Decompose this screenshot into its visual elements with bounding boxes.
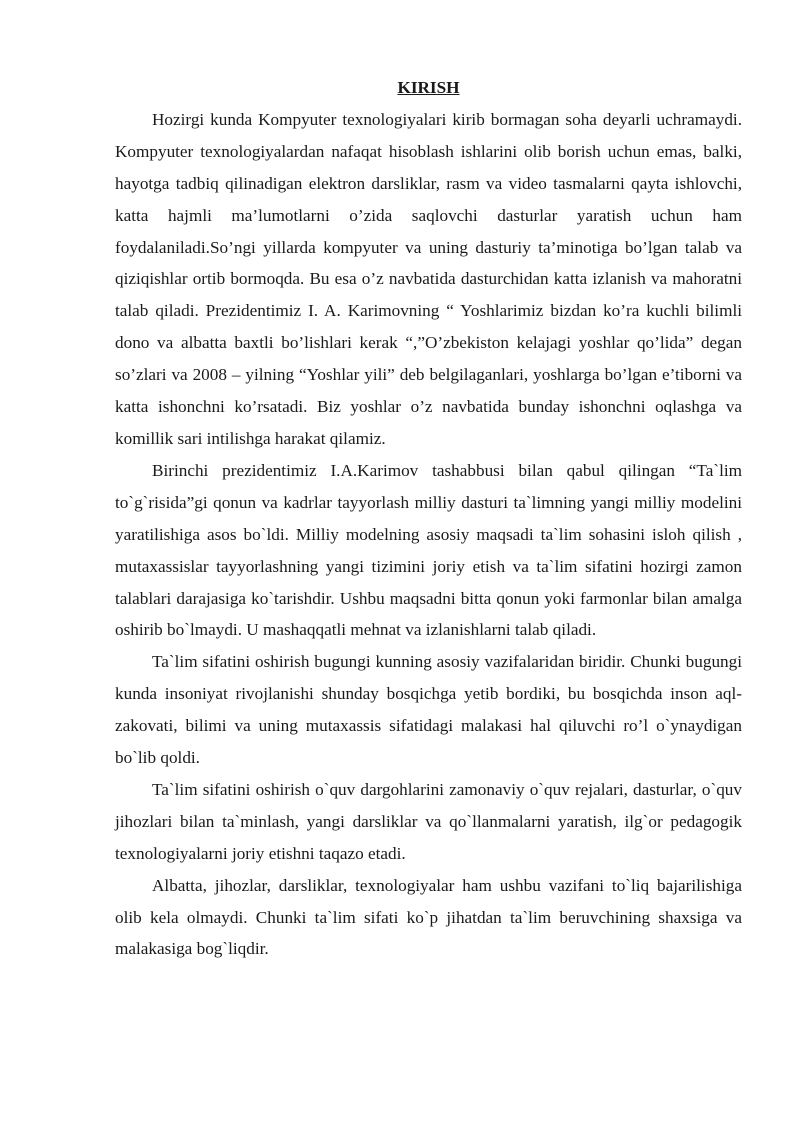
paragraph: Ta`lim sifatini oshirish bugungi kunning asosiy vazifalaridan biridir. Chunki bugungi kunda insoniyat rivojlanishi shunday bosqichga yetib bordiki, bu bosqichda inson aql-zakovati, bilimi va uning mutaxassis sifatidagi malakasi hal qiluvchi ro’l o`ynaydigan bo`lib qoldi. [115, 652, 742, 768]
paragraph: Hozirgi kunda Kompyuter texnologiyalari kirib bormagan soha deyarli uchramaydi. Kompyuter texnologiyalardan nafaqat hisoblash ishlarini olib borish uchun emas, balki, hayotga tadbiq qilinadigan elektron darsliklar, rasm va video tasmalarni qayta ishlovchi, katta hajmli ma’lumotlarni o’zida saqlovchi dasturlar yaratish uchun ham foydalaniladi.So’ngi yillarda kompyuter va uning dasturiy ta’minotiga bo’lgan talab va qiziqishlar ortib bormoqda. Bu esa o’z navbatida dasturchidan katta izlanish va mahoratni talab qiladi. Prezidentimiz I. A. Karimovning “ Yoshlarimiz bizdan ko’ra kuchli bilimli dono va albatta baxtli bo’lishlari kerak “,”O’zbekiston kelajagi yoshlar qo’lida” degan so’zlari va 2008 – yilning “Yoshlar yili” deb belgilaganlari, yoshlarga bo’lgan e’tiborni va katta ishonchni ko’rsatadi. Biz yoshlar o’z navbatida bunday ishonchni oqlashga va komillik sari intilishga harakat qilamiz. [115, 109, 742, 448]
document-body [115, 72, 742, 965]
paragraph: Albatta, jihozlar, darsliklar, texnologiyalar ham ushbu vazifani to`liq bajarilishiga olib kela olmaydi. Chunki ta`lim sifati ko`p jihatdan ta`lim beruvchining shaxsiga va malakasiga bog`liqdir. [115, 875, 742, 959]
paragraph: Ta`lim sifatini oshirish o`quv dargohlarini zamonaviy o`quv rejalari, dasturlar, o`quv jihozlari bilan ta`minlash, yangi darsliklar va qo`llanmalarni yaratish, ilg`or pedagogik texnologiyalarni joriy etishni taqazo etadi. [115, 779, 742, 863]
section-title: KIRISH [397, 78, 460, 97]
paragraph: Birinchi prezidentimiz I.A.Karimov tashabbusi bilan qabul qilingan “Ta`lim to`g`risida”gi qonun va kadrlar tayyorlash milliy dasturi ta`limning yangi milliy modelini yaratilishiga asos bo`ldi. Milliy modelning asosiy maqsadi ta`lim sohasini isloh qilish , mutaxassislar tayyorlashning yangi tizimini joriy etish va ta`lim sifatini hozirgi zamon talablari darajasiga ko`tarishdir. Ushbu maqsadni bitta qonun yoki farmonlar bilan amalga oshirib bo`lmaydi. U mashaqqatli mehnat va izlanishlarni talab qiladi. [115, 460, 742, 640]
